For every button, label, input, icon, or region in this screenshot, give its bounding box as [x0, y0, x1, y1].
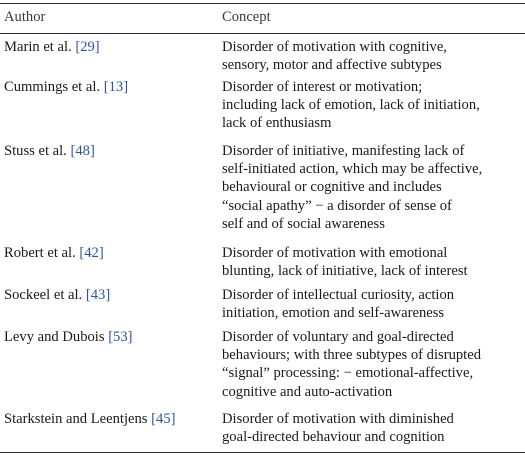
- concept-line: Disorder of voluntary and goal-directed: [222, 329, 454, 345]
- author-name: Sockeel et al.: [4, 287, 83, 303]
- concept-line: Disorder of interest or motivation;: [222, 79, 423, 95]
- citation-link[interactable]: [48]: [70, 143, 95, 159]
- author-name: Marin et al.: [4, 39, 72, 55]
- citation-link[interactable]: [53]: [108, 329, 133, 345]
- concept-cell: [222, 244, 522, 280]
- concept-cell: [222, 328, 522, 401]
- concept-line: self-initiated action, which may be affective,: [222, 161, 483, 178]
- concept-line: blunting, lack of initiative, lack of interest: [222, 263, 468, 280]
- concept-line: initiation, emotion and self-awareness: [222, 305, 445, 322]
- concept-line: lack of enthusiasm: [222, 115, 332, 132]
- concept-line: self and of social awareness: [222, 215, 385, 232]
- concept-cell: [222, 142, 522, 233]
- author-cell: [4, 328, 133, 346]
- concept-line: including lack of emotion, lack of initiation,: [222, 97, 480, 114]
- concept-line: “signal” processing: − emotional-affective,: [222, 365, 474, 382]
- concept-line: Disorder of motivation with diminished: [222, 411, 454, 427]
- citation-link[interactable]: [43]: [85, 287, 111, 303]
- header-concept: Concept: [222, 9, 271, 25]
- bottom-rule: [0, 452, 525, 453]
- concept-line: Disorder of intellectual curiosity, action: [222, 287, 455, 303]
- concept-line: behavioural or cognitive and includes: [222, 179, 442, 196]
- citation-link[interactable]: [29]: [75, 39, 100, 55]
- author-name: Cummings et al.: [4, 79, 101, 95]
- concept-line: behaviours; with three subtypes of disrupted: [222, 347, 481, 364]
- author-cell: [4, 244, 104, 262]
- citation-link[interactable]: [42]: [79, 245, 104, 261]
- author-cell: [4, 286, 110, 304]
- concept-cell: [222, 78, 522, 133]
- author-name: Levy and Dubois: [4, 329, 105, 345]
- author-cell: [4, 410, 175, 428]
- author-cell: [4, 38, 100, 56]
- top-rule: [0, 3, 525, 4]
- concept-line: sensory, motor and affective subtypes: [222, 57, 442, 74]
- concept-line: goal-directed behaviour and cognition: [222, 429, 445, 446]
- concept-cell: [222, 38, 522, 74]
- author-cell: [4, 78, 128, 96]
- header-author: Author: [4, 9, 46, 25]
- concept-line: Disorder of motivation with cognitive,: [222, 39, 447, 55]
- citation-link[interactable]: [13]: [103, 79, 129, 95]
- author-name: Stuss et al.: [4, 143, 67, 159]
- concept-cell: [222, 286, 522, 322]
- concept-line: “social apathy” − a disorder of sense of: [222, 197, 452, 214]
- author-name: Robert et al.: [4, 245, 76, 261]
- concept-line: Disorder of motivation with emotional: [222, 245, 448, 261]
- citation-link[interactable]: [45]: [151, 411, 176, 427]
- header-rule: [0, 33, 525, 34]
- concept-cell: [222, 410, 522, 446]
- author-name: Starkstein and Leentjens: [4, 411, 148, 427]
- author-cell: [4, 142, 95, 160]
- concept-line: cognitive and auto-activation: [222, 383, 393, 400]
- concept-line: Disorder of initiative, manifesting lack of: [222, 143, 465, 159]
